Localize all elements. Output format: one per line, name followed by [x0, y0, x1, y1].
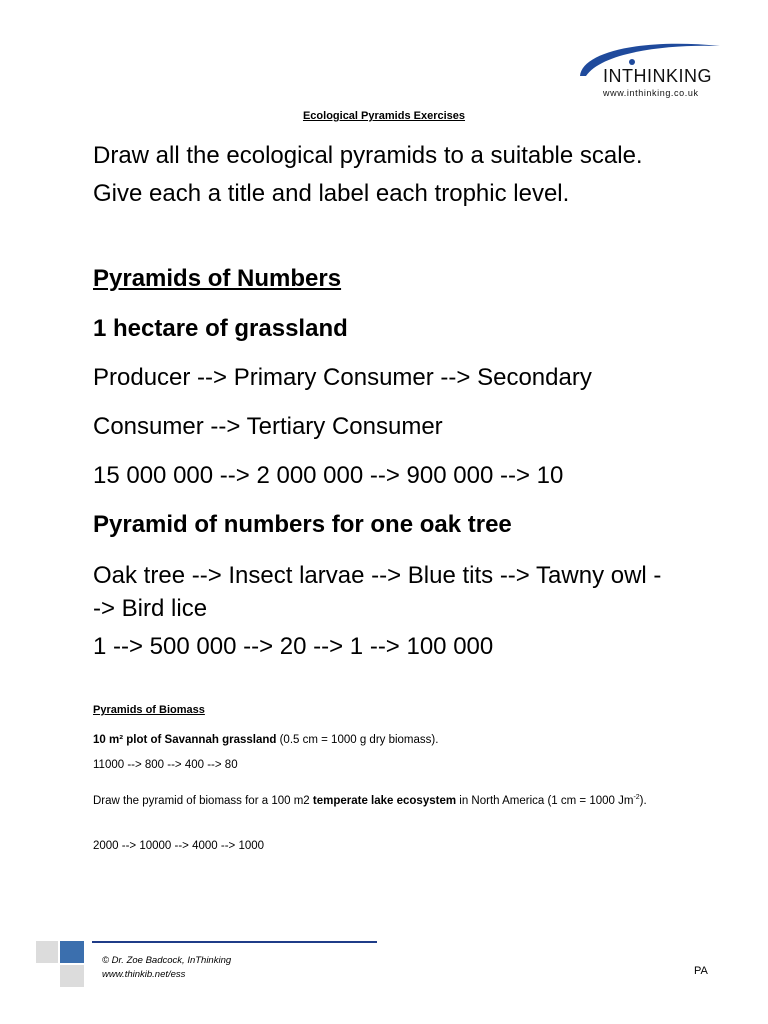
footer-decor-square [60, 941, 84, 963]
inthinking-logo [572, 36, 722, 100]
savannah-bold-text: 10 m² plot of Savannah grassland [93, 734, 277, 746]
footer-url: www.thinkib.net/ess [102, 969, 186, 980]
oak-chain: Oak tree --> Insect larvae --> Blue tits --> Tawny owl --> Bird lice [93, 562, 662, 622]
grassland-chain-line1: Producer --> Primary Consumer --> Secondary [93, 364, 592, 391]
footer-decor-square [36, 941, 58, 963]
lake-superscript: -2 [633, 794, 640, 801]
grassland-chain-line2: Consumer --> Tertiary Consumer [93, 413, 443, 440]
grassland-heading: 1 hectare of grassland [93, 315, 348, 342]
savannah-line [93, 734, 438, 746]
footer-copyright: © Dr. Zoe Badcock, InThinking [102, 955, 232, 966]
lake-values: 2000 --> 10000 --> 4000 --> 1000 [93, 840, 265, 852]
logo-url: www.inthinking.co.uk [603, 88, 699, 98]
numbers-section-heading: Pyramids of Numbers [93, 265, 342, 292]
grassland-values: 15 000 000 --> 2 000 000 --> 900 000 --> 10 [93, 462, 564, 489]
lake-text-3: ). [639, 794, 647, 807]
footer-decor-square [60, 965, 84, 987]
lake-text-1: Draw the pyramid of biomass for a 100 m2 [93, 794, 313, 807]
biomass-section-heading: Pyramids of Biomass [93, 704, 205, 716]
footer-divider [92, 941, 377, 943]
lake-text-2: in North America (1 cm = 1000 Jm [456, 794, 634, 807]
savannah-rest-text: (0.5 cm = 1000 g dry biomass). [276, 734, 439, 746]
lake-instructions [93, 788, 663, 811]
lake-bold-text: temperate lake ecosystem [312, 794, 457, 807]
intro-instructions: Draw all the ecological pyramids to a suitable scale. Give each a title and label each trophic level. [93, 142, 643, 207]
document-title: Ecological Pyramids Exercises [302, 110, 466, 122]
logo-wordmark: INTHINKING [603, 66, 713, 86]
oak-heading: Pyramid of numbers for one oak tree [93, 511, 512, 538]
oak-values: 1 --> 500 000 --> 20 --> 1 --> 100 000 [93, 633, 494, 660]
savannah-values: 11000 --> 800 --> 400 --> 80 [93, 759, 238, 771]
page-tag: PA [694, 965, 708, 977]
